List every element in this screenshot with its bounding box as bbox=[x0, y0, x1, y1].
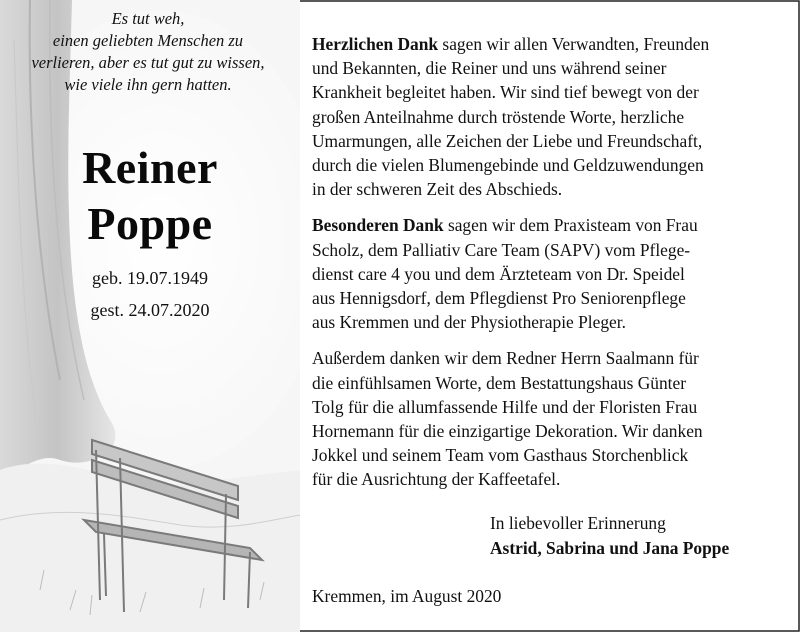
paragraph-line: Scholz, dem Palliativ Care Team (SAPV) vom Pflege- bbox=[312, 239, 691, 260]
memorial-quote bbox=[0, 8, 296, 96]
paragraph-lead: Besonderen Dank bbox=[312, 215, 444, 236]
paragraph-line: in der schweren Zeit des Abschieds. bbox=[312, 179, 563, 200]
closing-signature bbox=[490, 511, 729, 561]
paragraph-line: dienst care 4 you und dem Ärzteteam von Dr. Speidel bbox=[312, 263, 685, 284]
life-dates bbox=[0, 262, 300, 326]
paragraph-line: Tolg für die allumfassende Hilfe und der Floristen Frau bbox=[312, 396, 698, 417]
paragraph-line: Außerdem danken wir dem Redner Herrn Saalmann für bbox=[312, 348, 699, 369]
quote-line: einen geliebten Menschen zu bbox=[52, 31, 244, 50]
paragraph-line: aus Hennigsdorf, dem Pflegdienst Pro Seniorenpflege bbox=[312, 288, 686, 309]
paragraph-line: für die Ausrichtung der Kaffeetafel. bbox=[312, 469, 561, 490]
paragraph-line: sagen wir allen Verwandten, Freunden bbox=[438, 34, 710, 54]
thank-you-text bbox=[312, 20, 774, 504]
place-and-date: Kremmen, im August 2020 bbox=[312, 586, 502, 606]
paragraph-line: Umarmungen, alle Zeichen der Liebe und Freundschaft, bbox=[312, 130, 703, 151]
signatories: Astrid, Sabrina und Jana Poppe bbox=[490, 538, 730, 558]
quote-line: verlieren, aber es tut gut zu wissen, bbox=[31, 53, 265, 72]
first-name: Reiner bbox=[82, 142, 218, 193]
last-name: Poppe bbox=[87, 198, 213, 249]
paragraph-line: und Bekannten, die Reiner und uns während seiner bbox=[312, 58, 667, 79]
birth-date: geb. 19.07.1949 bbox=[92, 268, 208, 288]
closing-line: In liebevoller Erinnerung bbox=[490, 513, 666, 533]
deceased-name bbox=[0, 140, 300, 252]
paragraph-line: sagen wir dem Praxisteam von Frau bbox=[443, 215, 698, 236]
paragraph-line: aus Kremmen und der Physiotherapie Pleger. bbox=[312, 312, 626, 333]
paragraph-line: durch die vielen Blumengebinde und Geldzuwendungen bbox=[312, 155, 704, 176]
death-date: gest. 24.07.2020 bbox=[90, 300, 210, 320]
quote-line: wie viele ihn gern hatten. bbox=[64, 75, 232, 94]
paragraph-line: die einfühlsamen Worte, dem Bestattungshaus Günter bbox=[312, 372, 687, 393]
paragraph-line: Krankheit begleitet haben. Wir sind tief bewegt von der bbox=[312, 82, 699, 103]
quote-line: Es tut weh, bbox=[111, 9, 185, 28]
paragraph-line: Jokkel und seinem Team vom Gasthaus Storchenblick bbox=[312, 445, 689, 466]
paragraph-line: Hornemann für die einzigartige Dekoration. Wir danken bbox=[312, 421, 703, 442]
paragraph-lead: Herzlichen Dank bbox=[312, 34, 439, 54]
paragraph-line: großen Anteilnahme durch tröstende Worte, herzliche bbox=[312, 106, 685, 127]
